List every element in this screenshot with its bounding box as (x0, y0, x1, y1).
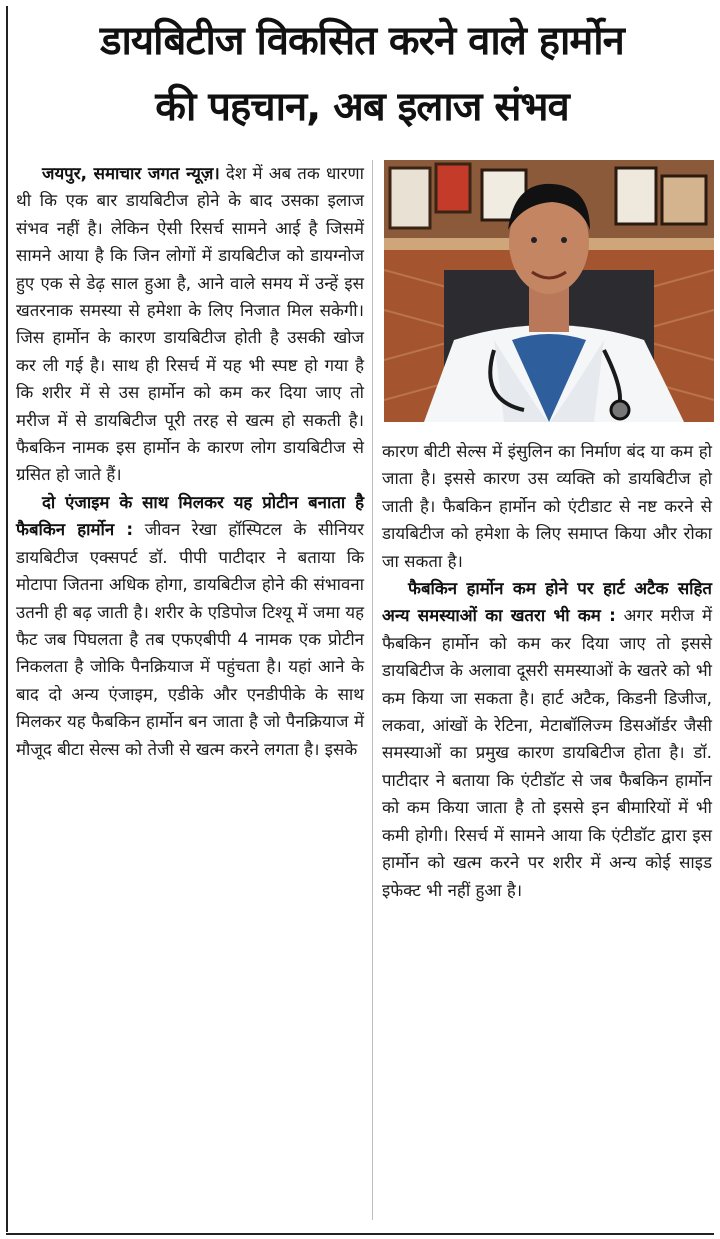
paragraph-intro (16, 160, 364, 489)
protein-text: जीवन रेखा हॉस्पिटल के सीनियर डायबिटीज एक्सपर्ट डॉ. पीपी पाटीदार ने बताया कि मोटापा जितना अधिक होगा, डायबिटीज होने की संभावना उतनी ही बढ़ जाती है। शरीर के एडिपोज टिश्यू में जमा यह फैट जब पिघलता है तब एफएबीपी 4 नामक एक प्रोटीन निकलता है जोकि पैनक्रियाज में पहुंचता है। यहां आने के बाद दो अन्य एंजाइम, एडीके और एनडीपीके के साथ मिलकर यह फैबकिन हार्मोन बन जाता है जो पैनक्रियाज में मौजूद बीटा सेल्स को तेजी से खत्म करने लगता है। इसके (16, 519, 364, 759)
intro-text: देश में अब तक धारणा थी कि एक बार डायबिटीज होने के बाद उसका इलाज संभव नहीं है। लेकिन ऐसी रिसर्च सामने आई है जिसमें सामने आया है कि जिन लोगों में डायबिटीज को डायग्नोज हुए एक से डेढ़ साल हुआ है, आने वाले समय में उन्हें इस खतरनाक समस्या से हमेशा के लिए निजात मिल सकेगी। जिस हार्मोन के कारण डायबिटीज होती है उसकी खोज कर ली गई है। साथ ही रिसर्च में यह भी स्पष्ट हो गया है कि शरीर में से उस हार्मोन को कम कर दिया जाए तो मरीज में से डायबिटीज पूरी तरह से खत्म हो सकती है। फैबकिन नामक इस हार्मोन के कारण लोग डायबिटीज से ग्रसित हो जाते हैं। (16, 163, 364, 485)
doctor-photo (384, 160, 714, 422)
headline-line-1: डायबिटीज विकसित करने वाले हार्मोन (100, 18, 624, 64)
paragraph-heart-attack (382, 575, 712, 904)
headline-line-2: की पहचान, अब इलाज संभव (155, 84, 569, 130)
subheading-heart-attack: फैबकिन हार्मोन कम होने पर हार्ट अटैक सहित अन्य समस्याओं का खतरा भी कम : (382, 578, 712, 626)
left-column (16, 160, 364, 763)
paragraph-continued (382, 438, 712, 575)
dateline: जयपुर, समाचार जगत न्यूज़। (42, 163, 220, 183)
headline (14, 8, 710, 140)
page-border-bottom (6, 1233, 714, 1235)
continued-text: कारण बीटी सेल्स में इंसुलिन का निर्माण बंद या कम हो जाता है। इससे कारण उस व्यक्ति को डायबिटीज हो जाती है। फैबकिन हार्मोन को एंटीडाट से नष्ट करने से डायबिटीज को हमेशा के लिए समाप्त किया और रोका जा सकता है। (382, 441, 712, 571)
page-border-left (6, 6, 8, 1232)
right-column (382, 438, 712, 904)
paragraph-protein (16, 489, 364, 763)
column-divider (372, 160, 373, 1220)
doctor-portrait-icon (384, 160, 714, 422)
heart-attack-text: अगर मरीज में फैबकिन हार्मोन को कम कर दिया जाए तो इससे डायबिटीज के अलावा दूसरी समस्याओं के खतरे को भी कम किया जा सकता है। हार्ट अटैक, किडनी डिजीज, लकवा, आंखों के रेटिना, मेटाबॉलिज्म डिसऑर्डर जैसी समस्याओं का प्रमुख कारण डायबिटीज होता है। डॉ. पाटीदार ने बताया कि एंटीडॉट से जब फैबकिन हार्मोन को कम किया जाता है तो इससे इन बीमारियों में भी कमी होगी। रिसर्च में सामने आया कि एंटीडॉट द्वारा इस हार्मोन को खत्म करने पर शरीर में अन्य कोई साइड इफेक्ट भी नहीं हुआ है। (382, 605, 712, 900)
subheading-protein: दो एंजाइम के साथ मिलकर यह प्रोटीन बनाता है फैबकिन हार्मोन : (16, 491, 364, 540)
